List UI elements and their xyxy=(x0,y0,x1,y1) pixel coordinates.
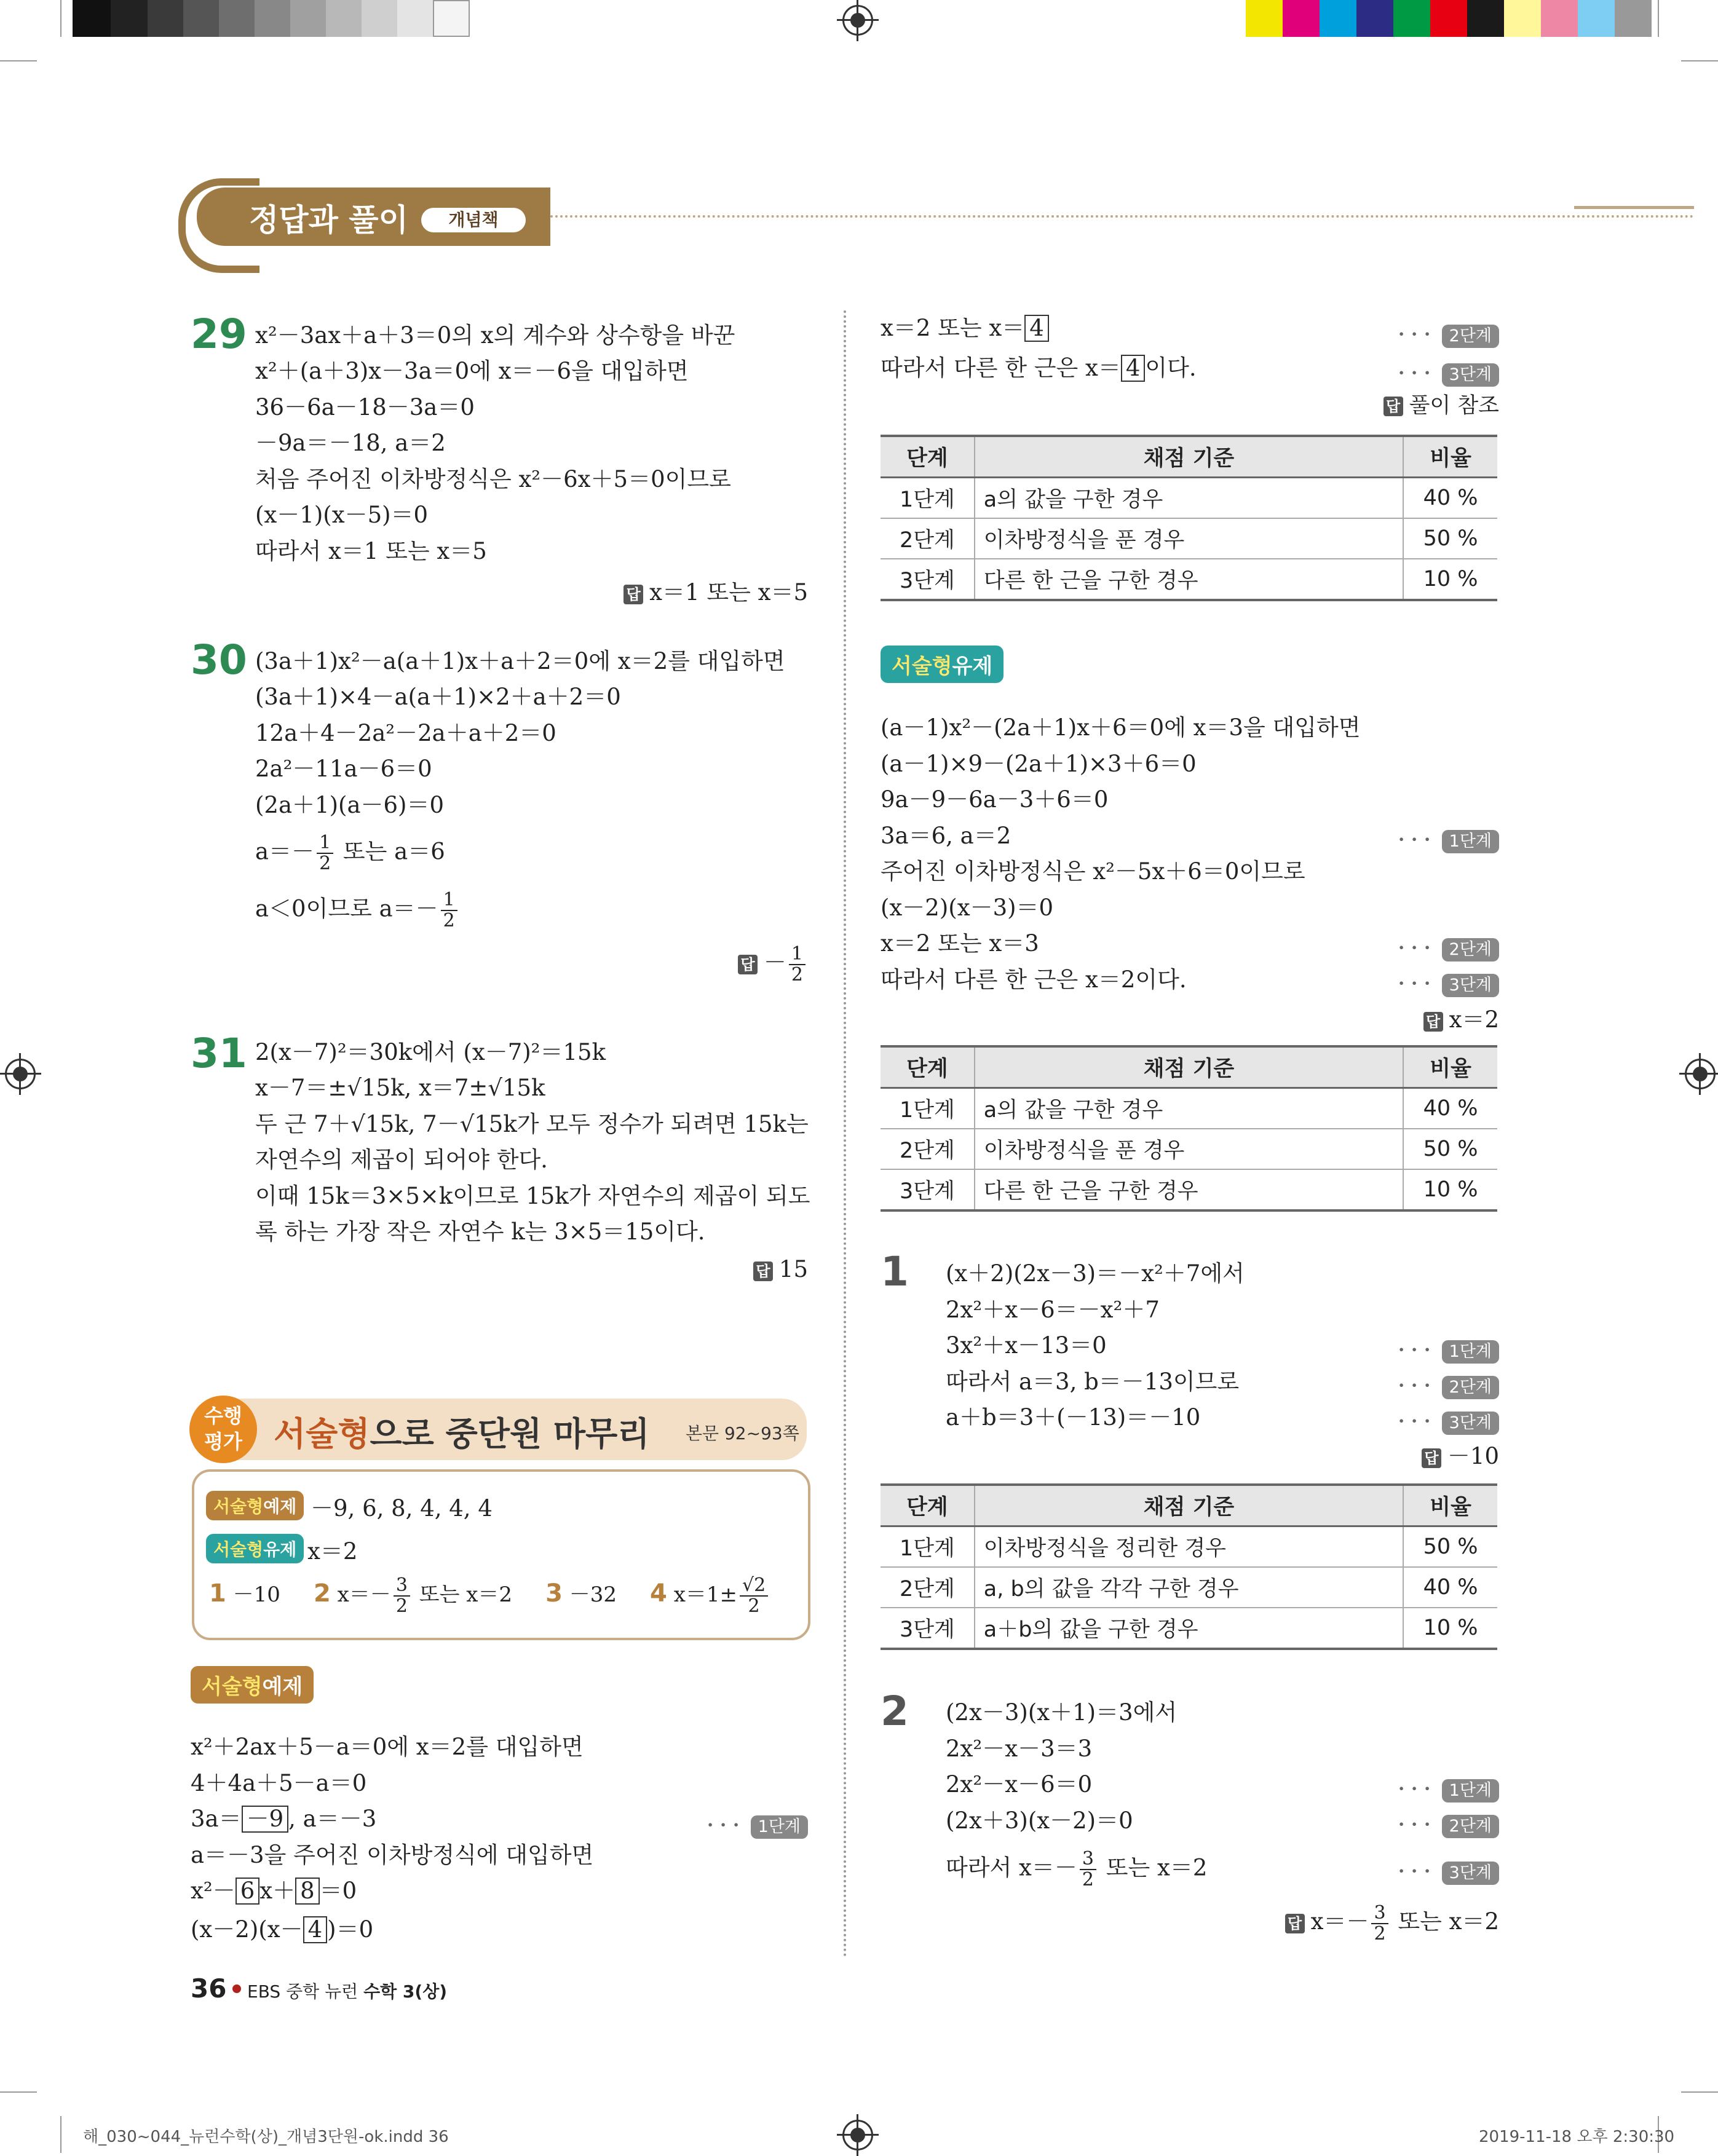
answer-icon: 답 xyxy=(1422,1448,1441,1468)
p31-answer xyxy=(753,1256,808,1282)
summary-similar-answer: x＝2 xyxy=(307,1538,358,1565)
summary-badge: 수행 평가 xyxy=(189,1396,257,1463)
example-line: (x－2)(x－ 4 )＝0 xyxy=(191,1916,374,1943)
step-marker: ･･･ 2단계 xyxy=(1397,1810,1499,1838)
header-dotted-rule xyxy=(550,215,1694,218)
crop-mark xyxy=(1681,2091,1718,2093)
page-title: 정답과 풀이 xyxy=(249,202,408,238)
q1-line: 2x²＋x－6＝－x²＋7 xyxy=(946,1297,1160,1323)
question-number-2: 2 xyxy=(881,1688,909,1735)
q2-line: 2x²－x－6＝0 xyxy=(946,1771,1093,1798)
example-answer: 답 풀이 참조 xyxy=(1384,389,1499,419)
similar-badge: 서술형유제 xyxy=(881,646,1003,683)
p31-line: 자연수의 제곱이 되어야 한다. xyxy=(255,1147,548,1173)
example-line: x²－ 6 x＋ 8 ＝0 xyxy=(191,1878,357,1904)
p29-line: 따라서 x＝1 또는 x＝5 xyxy=(255,538,487,564)
summary-example-badge: 서술형예제 xyxy=(206,1491,304,1520)
grading-table-3: 단계 채점 기준 비율 1단계 이차방정식을 정리한 경우 50 % 2단계 a, b의 값을 각각 구한 경우 40 % 3단계 a＋b의 값을 구한 경우 10 % xyxy=(881,1483,1497,1650)
q1-line: a＋b＝3＋(－13)＝－10 xyxy=(946,1404,1201,1431)
print-date: 2019-11-18 오후 2:30:30 xyxy=(1479,2128,1675,2146)
q2-line: (2x－3)(x＋1)＝3에서 xyxy=(946,1699,1178,1726)
crop-mark xyxy=(60,2116,61,2153)
step-marker: ･･･ 2단계 xyxy=(1397,1371,1499,1399)
p30-answer: 답 － $\frac{1}{2}$ xyxy=(738,944,808,985)
crop-mark xyxy=(0,2091,37,2093)
problem-number-29: 29 xyxy=(191,310,247,358)
summary-page-ref: 본문 92~93쪽 xyxy=(686,1423,799,1443)
step-marker: ･･･ 1단계 xyxy=(1397,1774,1499,1803)
step-marker: ･･･ 1단계 xyxy=(1397,1335,1499,1364)
problem-number-31: 31 xyxy=(191,1030,247,1077)
similar-answer: 답 x＝2 xyxy=(1423,1001,1499,1034)
p31-line: 이때 15k＝3×5×k이므로 15k가 자연수의 제곱이 되도 xyxy=(255,1183,810,1209)
table-row: 1단계 a의 값을 구한 경우 40 % xyxy=(881,478,1497,519)
p30-line: (3a＋1)x²－a(a＋1)x＋a＋2＝0에 x＝2를 대입하면 xyxy=(255,648,785,674)
table-row: 1단계 a의 값을 구한 경우 40 % xyxy=(881,1088,1497,1129)
step-marker: ･･･ 2단계 xyxy=(1397,933,1499,962)
step-marker: ･･･ 1단계 xyxy=(1397,825,1499,853)
crop-mark xyxy=(1658,0,1659,37)
example-line: x²＋2ax＋5－a＝0에 x＝2를 대입하면 xyxy=(191,1734,584,1760)
p29-answer-text: x＝1 또는 x＝5 xyxy=(649,579,808,606)
table-row: 2단계 a, b의 값을 각각 구한 경우 40 % xyxy=(881,1567,1497,1608)
example-line: 따라서 다른 한 근은 x＝ 4 이다. xyxy=(881,355,1197,381)
header-rule xyxy=(1574,206,1694,209)
similar-line: 따라서 다른 한 근은 x＝2이다. xyxy=(881,966,1187,993)
q2-line: 2x²－x－3＝3 xyxy=(946,1735,1093,1762)
q1-answer: 답 －10 xyxy=(1422,1437,1499,1471)
table-row: 3단계 a＋b의 값을 구한 경우 10 % xyxy=(881,1608,1497,1649)
example-badge: 서술형예제 xyxy=(191,1666,314,1704)
column-divider xyxy=(844,310,846,1958)
example-line: 4＋4a＋5－a＝0 xyxy=(191,1770,367,1796)
q1-line: (x＋2)(2x－3)＝－x²＋7에서 xyxy=(946,1260,1245,1287)
p30-line: a＝－ $\frac{1}{2}$ 또는 a＝6 xyxy=(255,832,445,874)
p31-line: 록 하는 가장 작은 자연수 k는 3×5＝15이다. xyxy=(255,1218,705,1245)
table-row: 3단계 다른 한 근을 구한 경우 10 % xyxy=(881,559,1497,600)
p31-line: x－7＝±√15k, x＝7±√15k xyxy=(255,1075,545,1101)
file-name: 해_030~044_뉴런수학(상)_개념3단원-ok.indd 36 xyxy=(83,2128,449,2146)
step-marker: ･･･ 1단계 xyxy=(706,1810,808,1839)
registration-mark-icon xyxy=(842,5,873,36)
registration-mark-icon xyxy=(5,1059,36,1089)
crop-mark xyxy=(0,60,37,61)
step-marker: ･･･ 3단계 xyxy=(1397,969,1499,997)
bullet-icon xyxy=(232,1984,241,1993)
similar-line: (x－2)(x－3)＝0 xyxy=(881,894,1054,921)
registration-mark-icon xyxy=(842,2120,873,2150)
grading-table-1: 단계 채점 기준 비율 1단계 a의 값을 구한 경우 40 % 2단계 이차방정식을 푼 경우 50 % 3단계 다른 한 근을 구한 경우 10 % xyxy=(881,435,1497,601)
step-marker: ･･･ 3단계 xyxy=(1397,358,1499,387)
page-subtitle: 개념책 xyxy=(421,208,526,232)
crop-mark xyxy=(1681,60,1718,61)
answer-icon: 답 xyxy=(1384,397,1403,416)
table-row: 2단계 이차방정식을 푼 경우 50 % xyxy=(881,1129,1497,1169)
summary-example-answer: －9, 6, 8, 4, 4, 4 xyxy=(311,1495,493,1522)
q1-line: 3x²＋x－13＝0 xyxy=(946,1332,1107,1359)
step-marker: ･･･ 2단계 xyxy=(1397,320,1499,348)
similar-line: 9a－9－6a－3＋6＝0 xyxy=(881,786,1109,813)
p31-line: 2(x－7)²＝30k에서 (x－7)²＝15k xyxy=(255,1039,606,1065)
step-marker: ･･･ 3단계 xyxy=(1397,1407,1499,1435)
similar-line: (a－1)x²－(2a＋1)x＋6＝0에 x＝3을 대입하면 xyxy=(881,714,1361,741)
p30-line: (2a＋1)(a－6)＝0 xyxy=(255,792,445,818)
p29-line: x²＋(a＋3)x－3a＝0에 x＝－6을 대입하면 xyxy=(255,358,689,384)
p29-line: (x－1)(x－5)＝0 xyxy=(255,502,429,528)
answer-icon: 답 xyxy=(1285,1914,1305,1933)
question-number-1: 1 xyxy=(881,1248,909,1295)
p29-answer xyxy=(623,574,808,607)
grading-table-2: 단계 채점 기준 비율 1단계 a의 값을 구한 경우 40 % 2단계 이차방정식을 푼 경우 50 % 3단계 다른 한 근을 구한 경우 10 % xyxy=(881,1045,1497,1212)
p30-line: 12a＋4－2a²－2a＋a＋2＝0 xyxy=(255,720,556,746)
p30-line: 2a²－11a－6＝0 xyxy=(255,756,432,782)
example-line: a＝－3을 주어진 이차방정식에 대입하면 xyxy=(191,1842,594,1868)
table-row: 3단계 다른 한 근을 구한 경우 10 % xyxy=(881,1169,1497,1210)
q2-answer: 답 x＝－ $\frac{3}{2}$ 또는 x＝2 xyxy=(1285,1903,1499,1944)
answer-icon: 답 xyxy=(753,1262,773,1281)
answer-icon: 답 xyxy=(738,955,758,974)
p30-line: a＜0이므로 a＝－ $\frac{1}{2}$ xyxy=(255,890,460,931)
similar-line: 주어진 이차방정식은 x²－5x＋6＝0이므로 xyxy=(881,858,1305,885)
table-row: 1단계 이차방정식을 정리한 경우 50 % xyxy=(881,1526,1497,1568)
p31-answer-text: 15 xyxy=(778,1256,808,1282)
table-row: 2단계 이차방정식을 푼 경우 50 % xyxy=(881,518,1497,559)
page-number: 36 xyxy=(191,1973,227,2004)
p29-line: 36－6a－18－3a＝0 xyxy=(255,394,475,421)
problem-number-30: 30 xyxy=(191,636,247,684)
similar-line: (a－1)×9－(2a＋1)×3＋6＝0 xyxy=(881,751,1197,777)
q2-line: 따라서 x＝－ $\frac{3}{2}$ 또는 x＝2 xyxy=(946,1848,1208,1890)
q2-line: (2x＋3)(x－2)＝0 xyxy=(946,1807,1133,1834)
q1-line: 따라서 a＝3, b＝－13이므로 xyxy=(946,1368,1240,1395)
book-title: EBS 중학 뉴런 수학 3(상) xyxy=(247,1981,448,2002)
p31-line: 두 근 7＋√15k, 7－√15k가 모두 정수가 되려면 15k는 xyxy=(255,1111,809,1137)
p29-line: x²－3ax＋a＋3＝0의 x의 계수와 상수항을 바꾼 xyxy=(255,322,735,349)
similar-line: 3a＝6, a＝2 xyxy=(881,823,1011,849)
p30-line: (3a＋1)×4－a(a＋1)×2＋a＋2＝0 xyxy=(255,684,621,710)
example-line: 3a＝ －9 , a＝－3 xyxy=(191,1806,377,1832)
summary-items: 1 －10 2 x＝－ $\frac{3}{2}$ 또는 x＝2 3 －32 4 x＝1± $\frac{√2}{2}$ xyxy=(209,1576,770,1616)
p29-line: 처음 주어진 이차방정식은 x²－6x＋5＝0이므로 xyxy=(255,466,731,492)
similar-line: x＝2 또는 x＝3 xyxy=(881,930,1039,957)
example-line: x＝2 또는 x＝ 4 xyxy=(881,310,1049,346)
p29-line: －9a＝－18, a＝2 xyxy=(255,430,446,456)
answer-icon: 답 xyxy=(1423,1012,1443,1032)
summary-title: 서술형으로 중단원 마무리 xyxy=(274,1415,650,1453)
registration-mark-icon xyxy=(1685,1059,1716,1089)
summary-similar-badge: 서술형유제 xyxy=(206,1534,304,1563)
answer-icon: 답 xyxy=(623,585,643,604)
crop-mark xyxy=(60,0,61,37)
step-marker: ･･･ 3단계 xyxy=(1397,1857,1499,1885)
